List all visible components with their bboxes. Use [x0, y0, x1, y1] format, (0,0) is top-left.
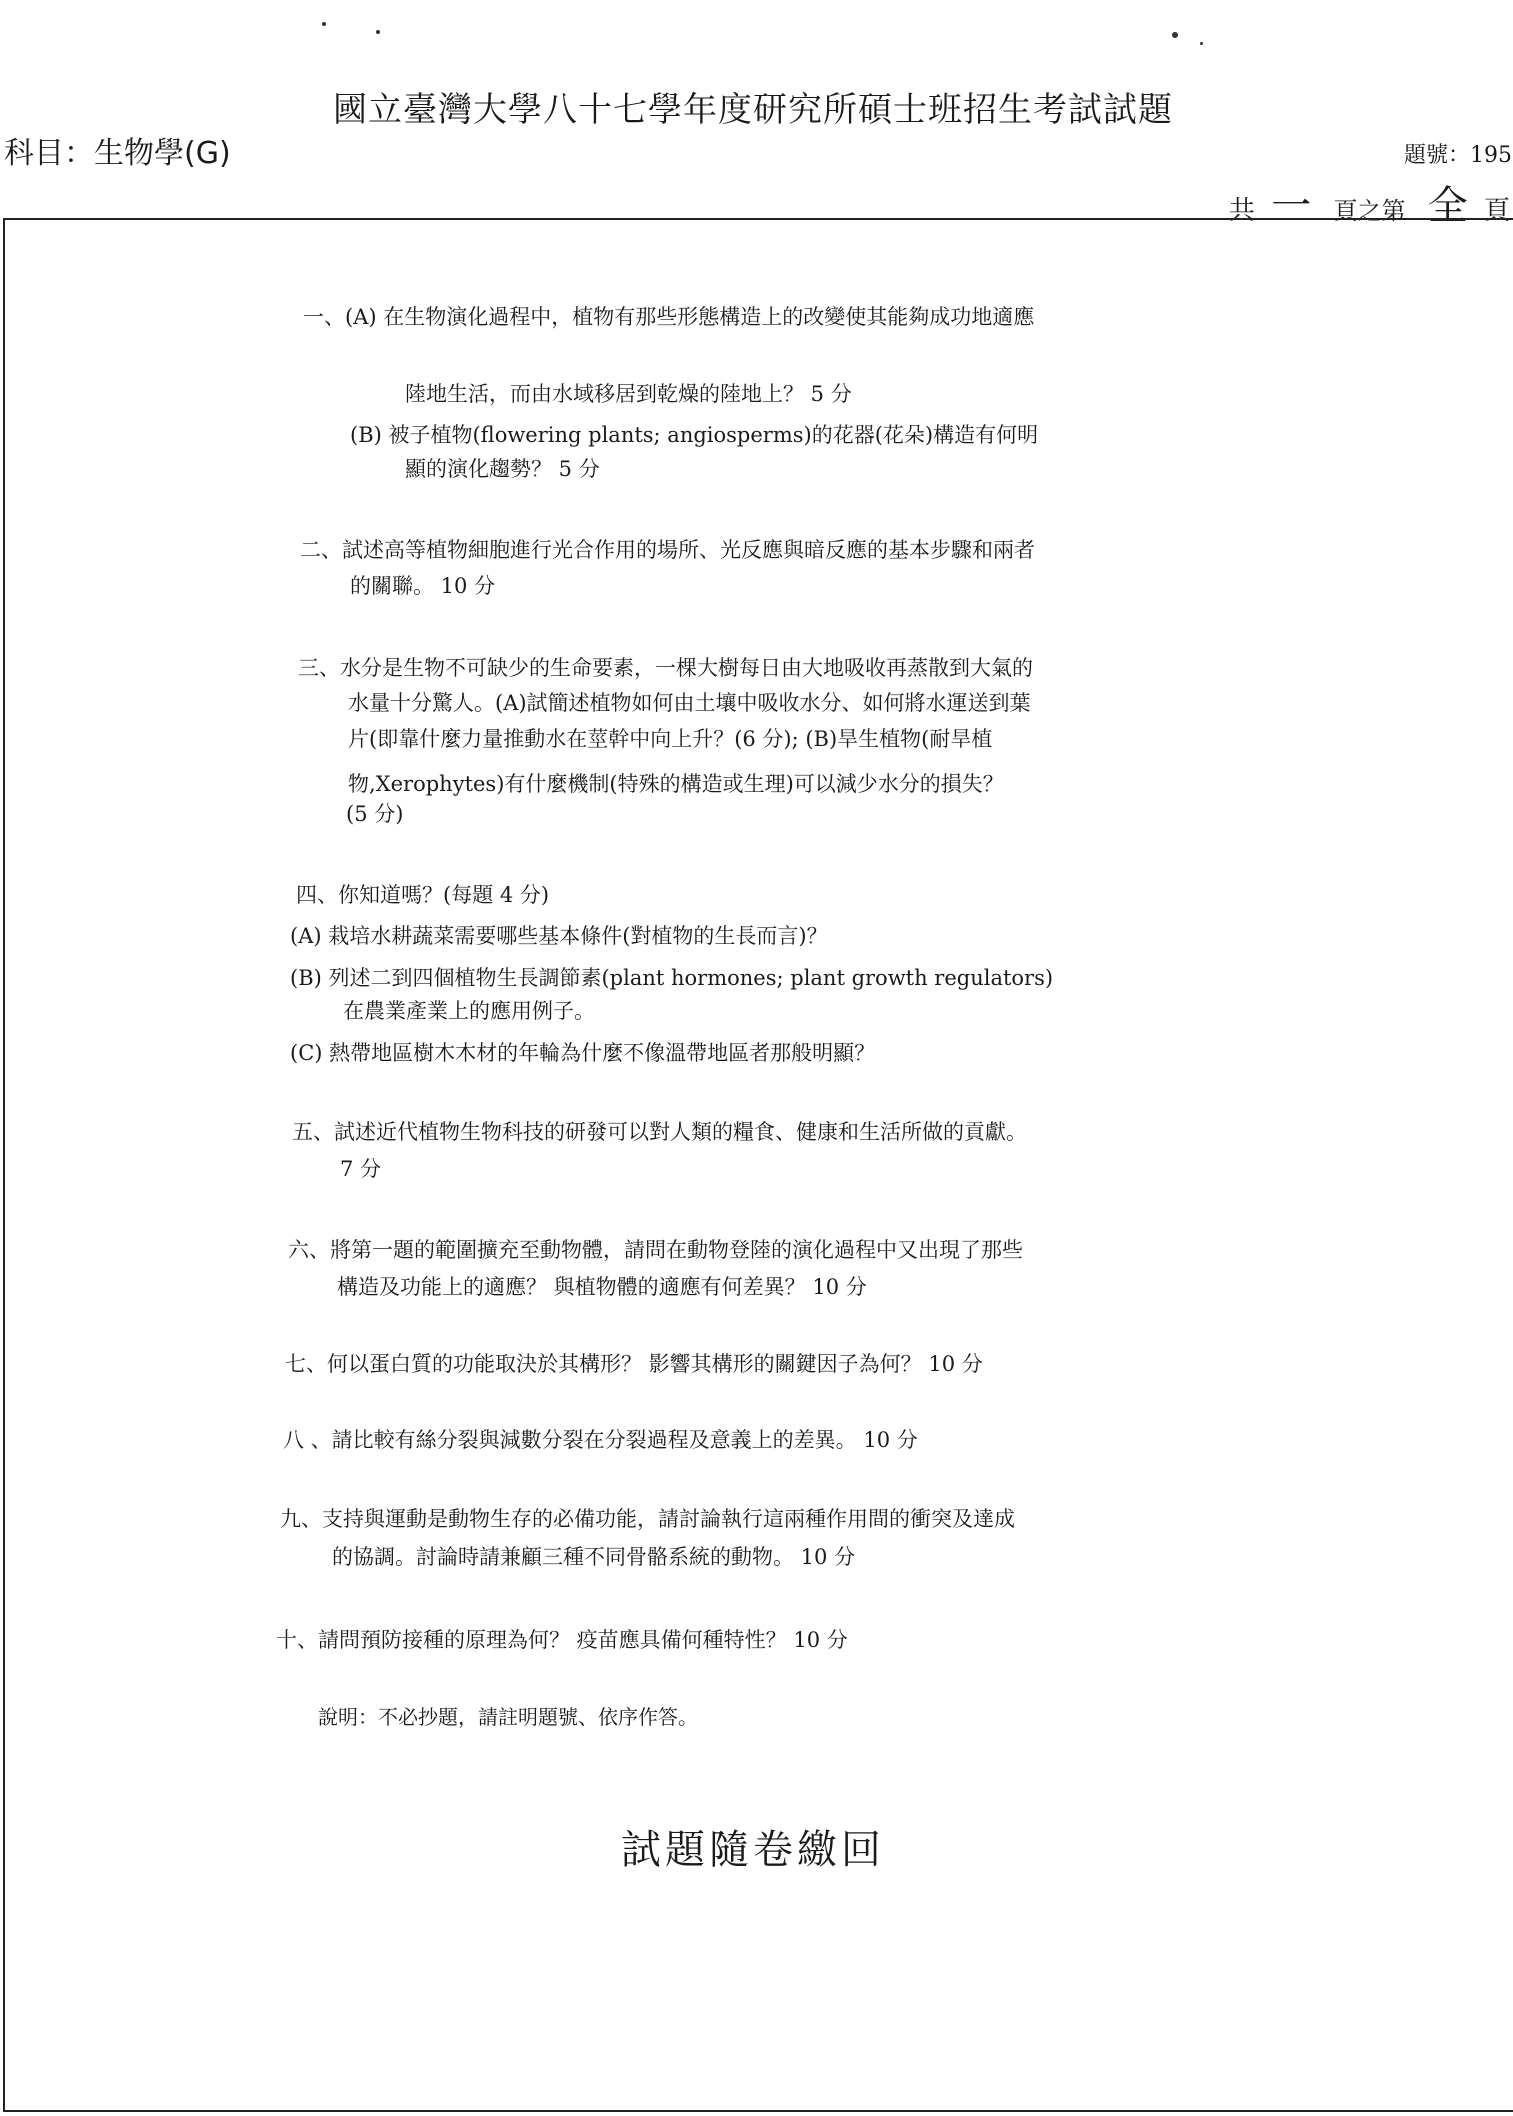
question-5-line2: 7 分: [340, 1157, 382, 1181]
question-9-line2: 的協調。討論時請兼顧三種不同骨骼系統的動物。 10 分: [332, 1545, 856, 1569]
question-2-line2: 的關聯。 10 分: [350, 574, 496, 598]
question-3-line3: 片(即靠什麼力量推動水在莖幹中向上升？(6 分); (B)旱生植物(耐旱植: [348, 727, 993, 751]
question-4b-line1: (B) 列述二到四個植物生長調節素(plant hormones; plant growth regulators): [290, 966, 1054, 990]
exam-title: 國立臺灣大學八十七學年度研究所碩士班招生考試試題: [333, 90, 1173, 130]
question-6-line1: 六、將第一題的範圍擴充至動物體，請問在動物登陸的演化過程中又出現了那些: [288, 1238, 1023, 1262]
question-4-line1: 四、你知道嗎？(每題 4 分): [296, 883, 550, 907]
pages-prefix: 共: [1228, 196, 1255, 226]
return-notice: 試題隨卷繳回: [621, 1827, 885, 1873]
pages-total: 一: [1271, 183, 1312, 229]
question-1a-line1: 一、(A) 在生物演化過程中，植物有那些形態構造上的改變使其能夠成功地適應: [303, 305, 1035, 329]
scan-speck: [1172, 32, 1178, 38]
question-number: 題號：195: [1404, 143, 1512, 168]
question-3-line4: 物,Xerophytes)有什麼機制(特殊的構造或生理)可以減少水分的損失？: [348, 772, 1004, 796]
instruction-note: 說明：不必抄題，請註明題號、依序作答。: [318, 1705, 698, 1729]
question-1b-line1: (B) 被子植物(flowering plants; angiosperms)的花器(花朵)構造有何明: [350, 423, 1039, 447]
question-3-line2: 水量十分驚人。(A)試簡述植物如何由土壤中吸收水分、如何將水運送到葉: [348, 691, 1031, 715]
question-5-line1: 五、試述近代植物生物科技的研發可以對人類的糧食、健康和生活所做的貢獻。: [292, 1120, 1027, 1144]
question-8-line1: 八 、請比較有絲分裂與減數分裂在分裂過程及意義上的差異。 10 分: [283, 1428, 918, 1452]
question-3-line1: 三、水分是生物不可缺少的生命要素，一棵大樹每日由大地吸收再蒸散到大氣的: [298, 656, 1033, 680]
question-7-line1: 七、何以蛋白質的功能取決於其構形？ 影響其構形的關鍵因子為何？ 10 分: [285, 1352, 983, 1376]
question-2-line1: 二、試述高等植物細胞進行光合作用的場所、光反應與暗反應的基本步驟和兩者: [300, 538, 1035, 562]
question-9-line1: 九、支持與運動是動物生存的必備功能，請討論執行這兩種作用間的衝突及達成: [280, 1507, 1015, 1531]
question-6-line2: 構造及功能上的適應？ 與植物體的適應有何差異？ 10 分: [337, 1275, 867, 1299]
pages-middle: 頁之第: [1333, 197, 1406, 225]
subject-label: 科目：生物學(G): [4, 136, 231, 171]
scan-speck: [1200, 42, 1203, 45]
pages-suffix: 頁: [1483, 196, 1510, 226]
question-1a-line2: 陸地生活，而由水域移居到乾燥的陸地上？ 5 分: [405, 382, 852, 406]
question-3-line5: (5 分): [346, 802, 404, 826]
scan-speck: [322, 22, 326, 26]
question-4a: (A) 栽培水耕蔬菜需要哪些基本條件(對植物的生長而言)？: [290, 924, 828, 948]
question-1b-line2: 顯的演化趨勢？ 5 分: [405, 457, 600, 481]
question-4b-line2: 在農業產業上的應用例子。: [343, 999, 595, 1023]
pages-current: 全: [1427, 183, 1468, 229]
question-4c: (C) 熱帶地區樹木木材的年輪為什麼不像溫帶地區者那般明顯？: [290, 1041, 876, 1065]
question-10-line1: 十、請問預防接種的原理為何？ 疫苗應具備何種特性？ 10 分: [276, 1628, 848, 1652]
scan-speck: [376, 30, 380, 34]
